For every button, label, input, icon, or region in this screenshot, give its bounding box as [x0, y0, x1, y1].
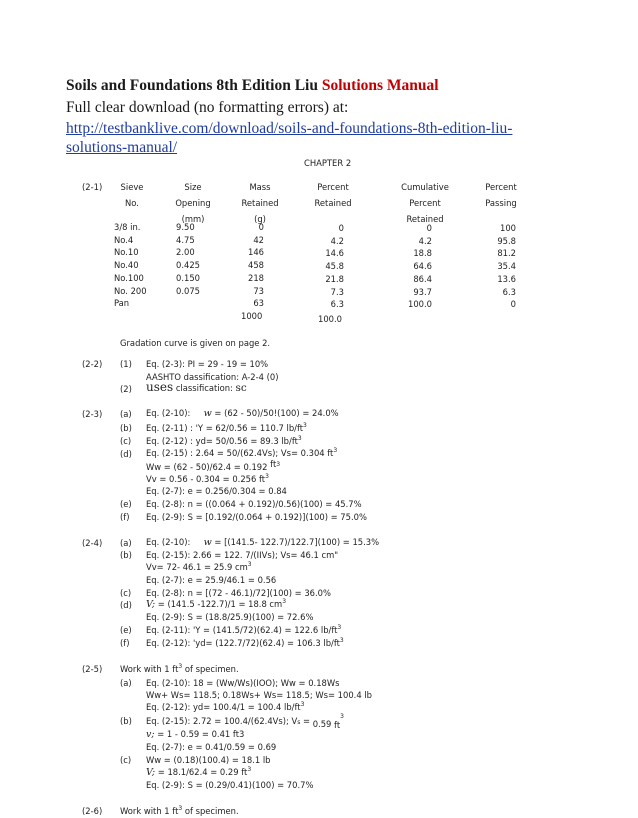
solids-volume-eq: Eq. (2-15): 2.72 = 100.4/(62.4Vs); Vs = 0.59 $ft^3$: [146, 713, 344, 730]
dry-unit-weight-eq: Eq. (2-12): yd= 100.4/1 = 100.4 $lb/ft^3$: [146, 701, 305, 712]
cell-percent-retained: 45.8: [325, 261, 344, 272]
water-volume-eq: V; = 18.1/62.4 = 0.29 $ft^3$: [146, 766, 252, 778]
part-tag: (d): [120, 600, 132, 610]
cell-sieve: No.40: [114, 260, 139, 271]
porosity-eq: Eq. (2-8): n = ((0.064 + 0.192)/0.56)(100) = 45.7%: [146, 499, 362, 509]
cell-passing: 6.3: [502, 286, 516, 297]
cell-cumulative: 18.8: [413, 248, 432, 259]
cell-cumulative: 4.2: [418, 235, 432, 246]
water-content-eq: Eq. (2-10): 18 = (Ww/Ws)(IOO); Ww = 0.18Ws: [146, 678, 340, 688]
part-tag: (e): [120, 499, 132, 509]
part-tag: (f): [120, 512, 130, 522]
cell-mass: 458: [248, 260, 264, 271]
water-content-eq: Eq. (2-10): w = [(141.5- 122.7)/122.7](100) = 15.3%: [146, 537, 380, 548]
cell-mass: 42: [253, 234, 264, 245]
unit-weight-eq: Eq. (2-11) : 'Y = 62/0.56 = 110.7 $lb/ft^3$: [146, 422, 307, 433]
problem-label: (2-2): [82, 359, 103, 369]
col-header-size: Size Opening (mm): [175, 182, 211, 224]
download-subtitle: Full clear download (no formatting errors) at:: [66, 99, 349, 116]
problem-label: (2-4): [82, 538, 103, 548]
void-ratio-eq: Eq. (2-7): e = 0.41/0.59 = 0.69: [146, 742, 277, 752]
part-tag: (e): [120, 625, 132, 635]
percent-total: 100.0: [318, 314, 342, 324]
part-tag: (f): [120, 638, 130, 648]
cell-percent-retained: 4.2: [330, 235, 344, 246]
problem-label: (2-1): [82, 182, 103, 192]
void-volume-eq: v; = 1 - 0.59 = 0.41 ft3: [146, 729, 245, 740]
title-black: Soils and Foundations 8th Edition Liu: [66, 77, 322, 94]
part-tag: (a): [120, 538, 132, 548]
void-volume-eq: Vv= 72- 46.1 = 25.9 $cm^3$: [146, 561, 252, 572]
cell-sieve: No.100: [114, 272, 144, 283]
part-tag: (b): [120, 716, 132, 726]
cell-passing: 100: [500, 223, 516, 233]
solids-volume-eq: Eq. (2-15): 2.66 = 122. 7/(IIVs); Vs= 46.1 cm": [146, 550, 339, 560]
cell-passing: 95.8: [497, 235, 516, 246]
water-volume-eq: V; = (141.5 -122.7)/1 = 18.8 $cm^3$: [146, 598, 287, 610]
water-volume-eq: Ww = (62 - 50)/62.4 = 0.192 $ft^3$: [146, 459, 281, 472]
cell-percent-retained: 0: [338, 223, 344, 233]
dry-unit-weight-eq: Eq. (2-12) : yd= 50/0.56 = 89.3 $lb/ft^3$: [146, 435, 302, 446]
mass-total: 1000: [241, 311, 263, 321]
water-weight-eq: Ww = (0.18)(100.4) = 18.1 lb: [146, 755, 271, 765]
cell-passing: 13.6: [497, 273, 516, 284]
dry-unit-weight-eq: Eq. (2-12): 'yd= (122.7/72)(62.4) = 106.3 $lb/ft^3$: [146, 637, 344, 648]
uscs-classification: uses classification: sc: [146, 380, 247, 394]
problem-label: (2-5): [82, 664, 103, 674]
cell-cumulative: 100.0: [408, 299, 432, 310]
document-title: [66, 76, 439, 95]
aashto-classification: AASHTO dassification: A-2-4 (0): [146, 372, 279, 382]
part-tag: (1): [120, 359, 132, 369]
part-tag: (a): [120, 678, 132, 688]
specimen-intro: Work with 1 $ft^3$ of specimen.: [120, 805, 239, 816]
cell-mass: 218: [248, 272, 264, 283]
weight-sum-eq: Ww+ Ws= 118.5; 0.18Ws+ Ws= 118.5; Ws= 100.4 lb: [146, 690, 372, 700]
part-tag: (d): [120, 449, 132, 459]
cell-size: 2.00: [176, 247, 195, 258]
problem-label: (2-3): [82, 409, 103, 419]
saturation-eq: Eq. (2-9): S = (0.29/0.41)(100) = 70.7%: [146, 780, 314, 790]
solids-volume-eq: Eq. (2-15) : 2.64 = 50/(62.4Vs); Vs= 0.304 $ft^3$: [146, 447, 338, 458]
download-link-line1[interactable]: http://testbanklive.com/download/soils-and-foundations-8th-edition-liu-: [66, 120, 513, 137]
cell-cumulative: 86.4: [413, 273, 432, 284]
cell-percent-retained: 21.8: [325, 273, 344, 284]
cell-size: 0.075: [176, 285, 200, 296]
gradation-note: Gradation curve is given on page 2.: [120, 338, 271, 348]
cell-mass: 146: [248, 247, 264, 258]
download-link-line2[interactable]: solutions-manual/: [66, 139, 178, 156]
part-tag: (2): [120, 384, 132, 394]
specimen-intro: Work with 1 $ft^3$ of specimen.: [120, 663, 239, 674]
porosity-eq: Eq. (2-8): n = [(72 - 46.1)/72](100) = 36.0%: [146, 588, 331, 598]
cell-passing: 35.4: [497, 261, 516, 272]
unit-weight-eq: Eq. (2-11): 'Y = (141.5/72)(62.4) = 122.6 $lb/ft^3$: [146, 624, 342, 635]
part-tag: (c): [120, 755, 132, 765]
col-header-passing: Percent Passing: [485, 182, 517, 208]
void-ratio-eq: Eq. (2-7): e = 0.256/0.304 = 0.84: [146, 486, 287, 496]
cell-cumulative: 0: [426, 223, 432, 233]
cell-sieve: Pan: [114, 298, 130, 309]
void-ratio-eq: Eq. (2-7): e = 25.9/46.1 = 0.56: [146, 575, 277, 585]
cell-percent-retained: 14.6: [325, 248, 344, 259]
cell-cumulative: 93.7: [413, 286, 432, 297]
part-tag: (b): [120, 423, 132, 433]
cell-size: 9.50: [176, 222, 195, 232]
cell-percent-retained: 6.3: [330, 299, 344, 310]
cell-mass: 0: [258, 222, 264, 232]
cell-passing: 0: [510, 299, 516, 310]
cell-sieve: No.10: [114, 247, 139, 258]
cell-mass: 73: [253, 285, 264, 296]
part-tag: (b): [120, 550, 132, 560]
saturation-eq: Eq. (2-9): S = [0.192/(0.064 + 0.192)](100) = 75.0%: [146, 512, 367, 522]
pi-equation: Eq. (2-3): PI = 29 - 19 = 10%: [146, 359, 269, 369]
cell-passing: 81.2: [497, 248, 516, 259]
water-content-eq: Eq. (2-10): w = (62 - 50)/50!(100) = 24.0%: [146, 408, 339, 419]
saturation-eq: Eq. (2-9): S = (18.8/25.9)(100) = 72.6%: [146, 612, 314, 622]
problem-label: (2-6): [82, 806, 103, 816]
cell-sieve: No.4: [114, 234, 134, 245]
cell-size: 4.75: [176, 234, 195, 245]
cell-mass: 63: [253, 298, 264, 309]
col-header-cumulative: Cumulative Percent Retained: [401, 182, 449, 224]
cell-sieve: 3/8 in.: [114, 222, 141, 232]
col-header-sieve: Sieve No.: [120, 182, 144, 208]
void-volume-eq: Vv = 0.56 - 0.304 = 0.256 $ft^3$: [146, 473, 269, 484]
chapter-heading: CHAPTER 2: [304, 158, 352, 168]
part-tag: (c): [120, 588, 132, 598]
cell-sieve: No. 200: [114, 285, 147, 296]
cell-size: 0.150: [176, 272, 200, 283]
part-tag: (a): [120, 409, 132, 419]
cell-percent-retained: 7.3: [330, 286, 344, 297]
cell-cumulative: 64.6: [413, 261, 432, 272]
cell-size: 0.425: [176, 260, 200, 271]
col-header-mass: Mass Retained (g): [241, 182, 279, 224]
part-tag: (c): [120, 436, 132, 446]
col-header-percent-retained: Percent Retained: [314, 182, 352, 208]
title-red: Solutions Manual: [321, 77, 439, 94]
